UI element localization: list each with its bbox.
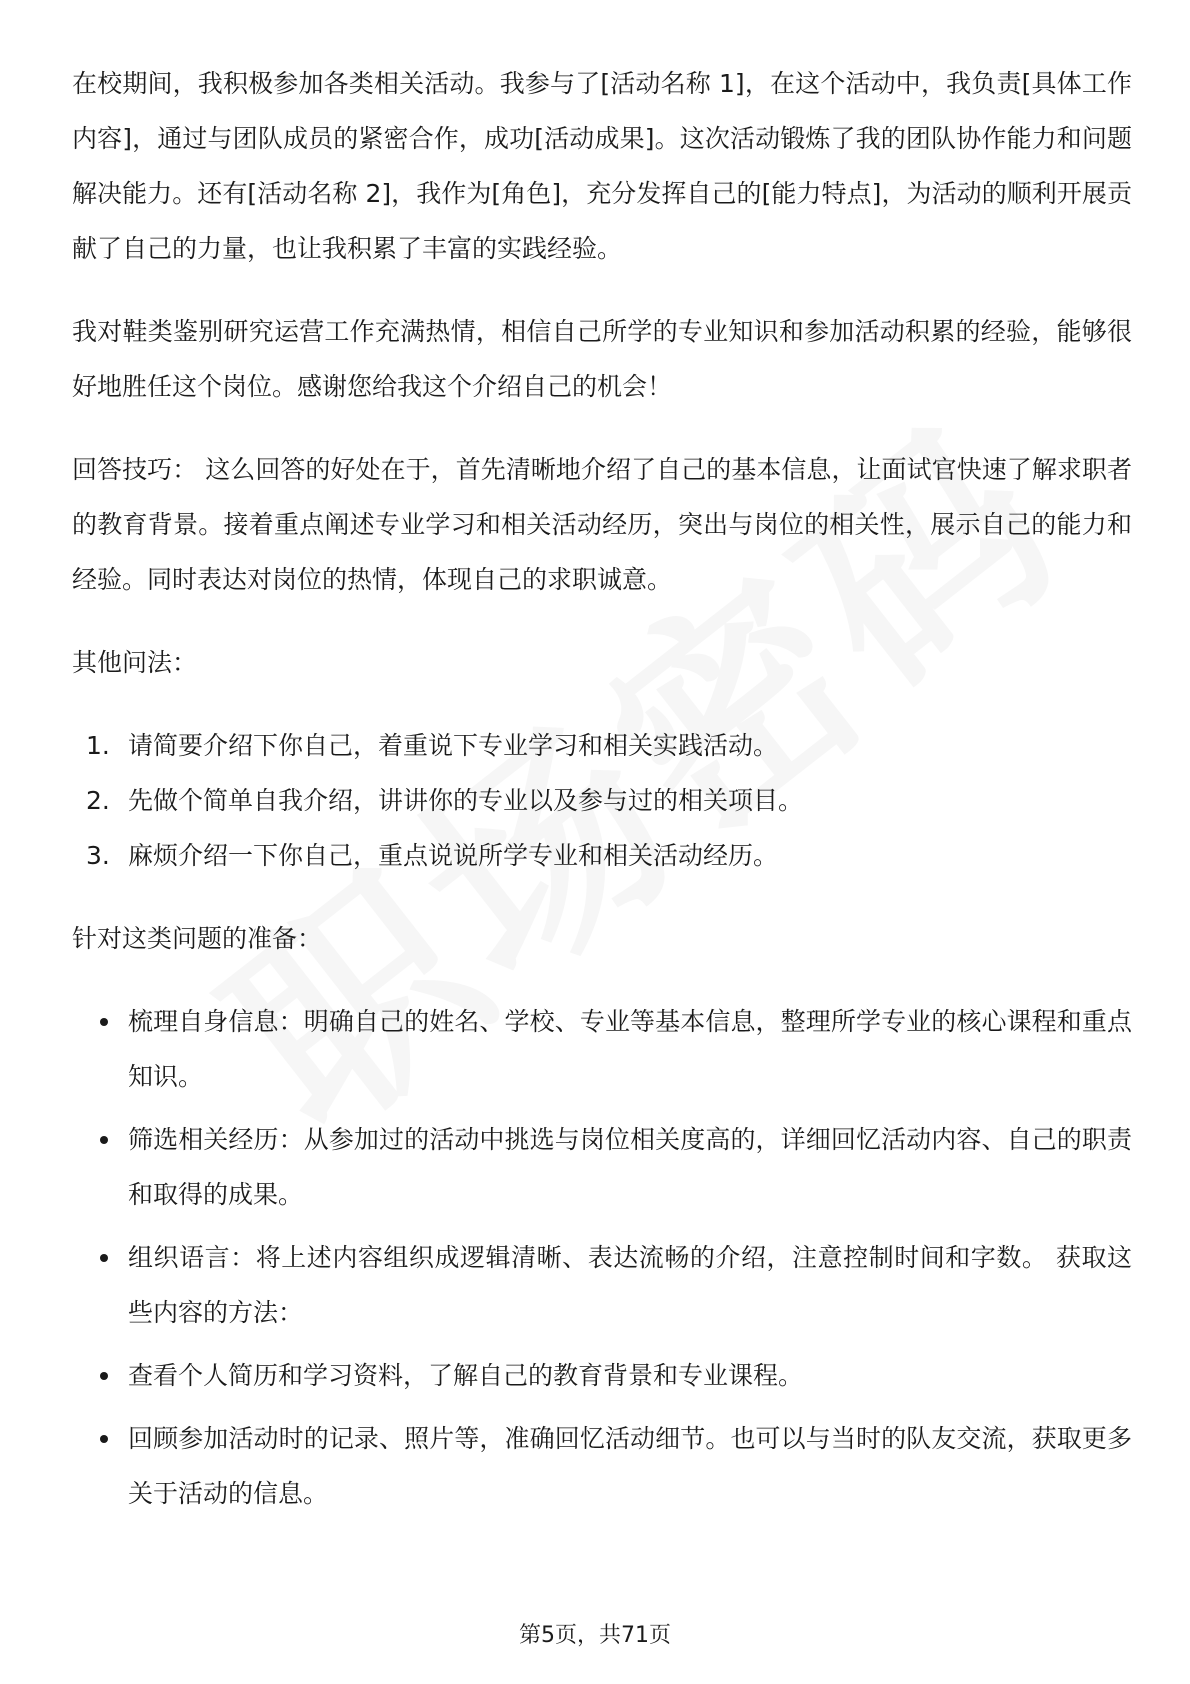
other-questions-heading: 其他问法： — [72, 648, 198, 677]
paragraph-answer-tips: 回答技巧： 这么回答的好处在于，首先清晰地介绍了自己的基本信息，让面试官快速了解求职者的教育背景。接着重点阐述专业学习和相关活动经历，突出与岗位的相关性，展示自己的能力和经验。同时表达对岗位的热情，体现自己的求职诚意。 — [72, 455, 1132, 594]
list-number: 2. — [86, 786, 110, 815]
bullet-icon — [100, 1018, 108, 1026]
list-item — [72, 1230, 1132, 1340]
list-item — [72, 773, 1132, 828]
list-item — [72, 1411, 1132, 1521]
list-number: 1. — [86, 731, 110, 760]
list-item — [72, 718, 1132, 773]
list-item — [72, 1348, 1132, 1403]
paragraph-closing: 我对鞋类鉴别研究运营工作充满热情，相信自己所学的专业知识和参加活动积累的经验，能够很好地胜任这个岗位。感谢您给我这个介绍自己的机会！ — [72, 317, 1132, 401]
list-item-text: 回顾参加活动时的记录、照片等，准确回忆活动细节。也可以与当时的队友交流，获取更多关于活动的信息。 — [128, 1424, 1132, 1508]
list-item-text: 组织语言：将上述内容组织成逻辑清晰、表达流畅的介绍，注意控制时间和字数。 获取这些内容的方法： — [128, 1243, 1132, 1327]
list-item-text: 先做个简单自我介绍，讲讲你的专业以及参与过的相关项目。 — [128, 786, 804, 815]
list-item-text: 梳理自身信息：明确自己的姓名、学校、专业等基本信息，整理所学专业的核心课程和重点知识。 — [128, 1007, 1132, 1091]
bullet-icon — [100, 1136, 108, 1144]
list-item-text: 筛选相关经历：从参加过的活动中挑选与岗位相关度高的，详细回忆活动内容、自己的职责和取得的成果。 — [128, 1125, 1132, 1209]
bullet-icon — [100, 1435, 108, 1443]
bullet-icon — [100, 1372, 108, 1380]
paragraph-activities: 在校期间，我积极参加各类相关活动。我参与了[活动名称 1]，在这个活动中，我负责[具体工作内容]，通过与团队成员的紧密合作，成功[活动成果]。这次活动锻炼了我的团队协作能力和问题解决能力。还有[活动名称 2]，我作为[角色]，充分发挥自己的[能力特点]，为活动的顺利开展贡献了自己的力量，也让我积累了丰富的实践经验。 — [72, 69, 1132, 263]
preparation-heading: 针对这类问题的准备： — [72, 924, 323, 953]
list-item-text: 麻烦介绍一下你自己，重点说说所学专业和相关活动经历。 — [128, 841, 779, 870]
list-item — [72, 828, 1132, 883]
list-item-text: 查看个人简历和学习资料，了解自己的教育背景和专业课程。 — [128, 1361, 804, 1390]
list-number: 3. — [86, 841, 110, 870]
page-content — [72, 56, 1132, 1529]
bullet-icon — [100, 1254, 108, 1262]
list-item — [72, 1112, 1132, 1222]
list-item — [72, 994, 1132, 1104]
preparation-list — [72, 994, 1132, 1521]
page-footer: 第5页，共71页 — [519, 1623, 671, 1648]
other-questions-list — [72, 718, 1132, 883]
list-item-text: 请简要介绍下你自己，着重说下专业学习和相关实践活动。 — [128, 731, 779, 760]
